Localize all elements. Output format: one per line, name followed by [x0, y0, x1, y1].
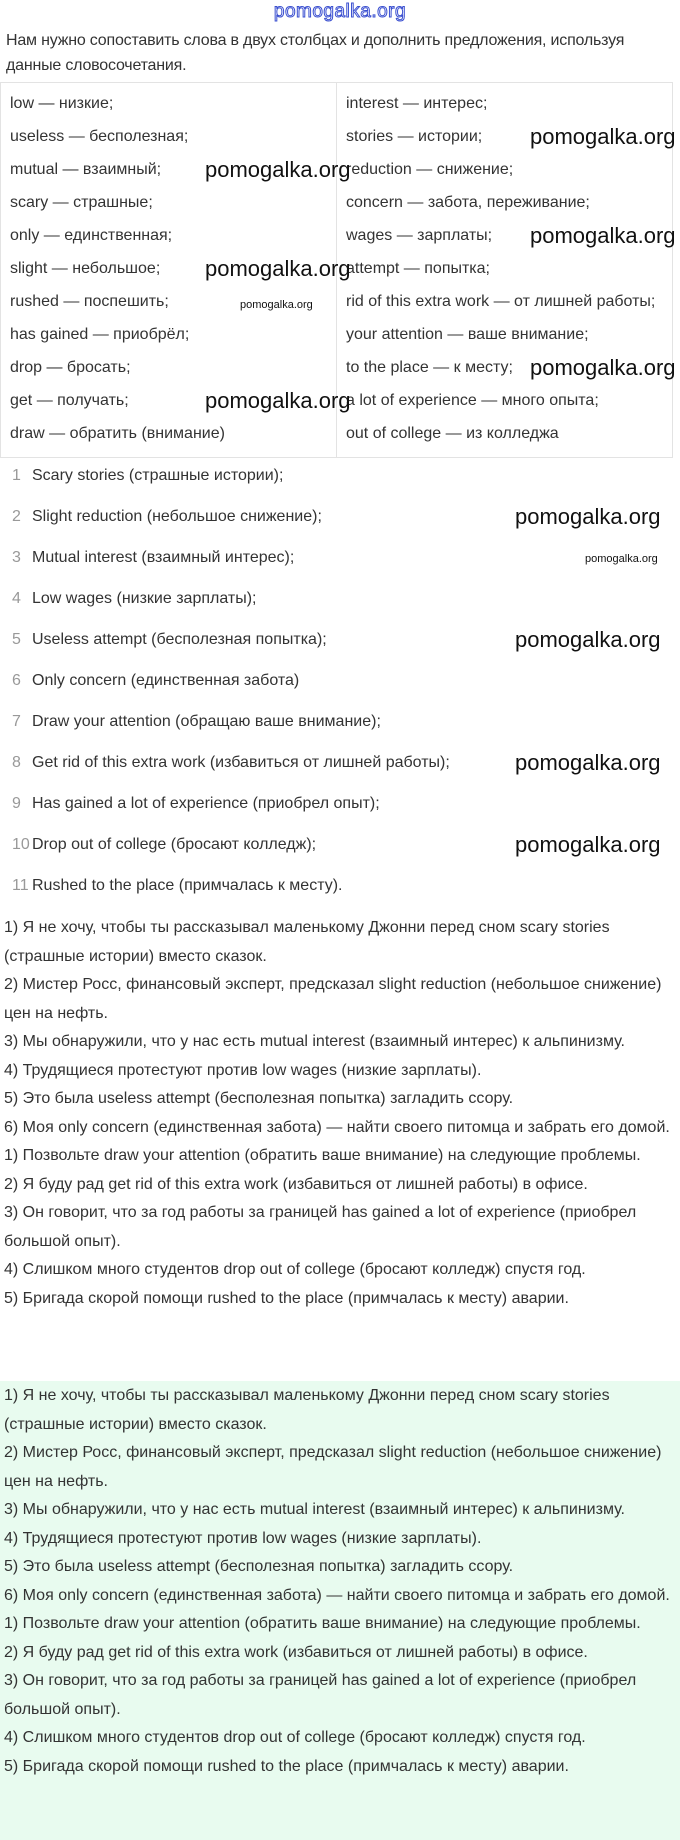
- sentence: 4) Слишком много студентов drop out of college (бросают колледж) спустя год.: [4, 1729, 586, 1746]
- list-item: [8, 585, 668, 626]
- table-cell: to the place — к месту;: [346, 359, 513, 376]
- table-cell: has gained — приобрёл;: [10, 326, 190, 343]
- table-cell: interest — интерес;: [346, 95, 488, 112]
- table-cell: your attention — ваше внимание;: [346, 326, 589, 343]
- item-number: 1: [12, 467, 21, 484]
- item-number: 4: [12, 590, 21, 607]
- watermark: pomogalka.org: [515, 750, 661, 775]
- sentence: 2) Я буду рад get rid of this extra work (избавиться от лишней работы) в офисе.: [4, 1643, 588, 1661]
- table-cell: get — получать;: [10, 392, 129, 409]
- watermark: pomogalka.org: [530, 355, 676, 380]
- item-text: Only concern (единственная забота): [32, 672, 300, 689]
- table-cell: wages — зарплаты;: [346, 227, 493, 244]
- item-number: 7: [12, 713, 21, 730]
- item-text: Useless attempt (бесполезная попытка);: [32, 631, 327, 648]
- sentence: 1) Позвольте draw your attention (обратить ваше внимание) на следующие проблемы.: [4, 1147, 641, 1164]
- sentence: 1) Я не хочу, чтобы ты рассказывал маленькому Джонни перед сном scary stories (страшные истории) вместо сказок.: [4, 1387, 610, 1433]
- intro-text: Нам нужно сопоставить слова в двух столбцах и дополнить предложения, используя данные словосочетания.: [6, 32, 625, 74]
- item-number: 6: [12, 672, 21, 689]
- item-number: 8: [12, 754, 21, 771]
- watermark: pomogalka.org: [240, 299, 313, 311]
- sentence: 6) Моя only concern (единственная забота) — найти своего питомца и забрать его домой.: [4, 1586, 670, 1604]
- item-number: 3: [12, 549, 21, 566]
- table-cell: only — единственная;: [10, 227, 173, 244]
- table-cell: out of college — из колледжа: [346, 425, 559, 442]
- item-number: 11: [12, 877, 29, 894]
- sentence: 3) Мы обнаружили, что у нас есть mutual interest (взаимный интерес) к альпинизму.: [4, 1033, 625, 1050]
- item-text: Get rid of this extra work (избавиться от лишней работы);: [32, 754, 450, 771]
- sentence: 5) Это была useless attempt (бесполезная попытка) загладить ссору.: [4, 1090, 514, 1107]
- table-cell: concern — забота, переживание;: [346, 194, 590, 211]
- sentence: 6) Моя only concern (единственная забота) — найти своего питомца и забрать его домой.: [4, 1118, 670, 1136]
- item-number: 9: [12, 795, 21, 812]
- watermark: pomogalka.org: [585, 553, 658, 565]
- sentence: 1) Позвольте draw your attention (обратить ваше внимание) на следующие проблемы.: [4, 1615, 641, 1632]
- watermark: pomogalka.org: [530, 223, 676, 248]
- table-cell: stories — истории;: [346, 128, 483, 145]
- sentence: 3) Он говорит, что за год работы за границей has gained a lot of experience (приобрел большой опыт).: [4, 1204, 637, 1250]
- table-cell: drop — бросать;: [10, 359, 131, 376]
- watermark: pomogalka.org: [515, 832, 661, 857]
- table-cell: mutual — взаимный;: [10, 161, 162, 178]
- table-cell: low — низкие;: [10, 95, 114, 112]
- table-cell: rushed — поспешить;: [10, 293, 169, 310]
- list-item: [8, 667, 668, 708]
- sentence: 3) Он говорит, что за год работы за границей has gained a lot of experience (приобрел большой опыт).: [4, 1672, 637, 1718]
- sentence: 2) Мистер Росс, финансовый эксперт, предсказал slight reduction (небольшое снижение) цен на нефть.: [4, 976, 662, 1022]
- table-cell: attempt — попытка;: [346, 260, 490, 277]
- sentence: 5) Это была useless attempt (бесполезная попытка) загладить ссору.: [4, 1558, 514, 1575]
- item-text: Drop out of college (бросают колледж);: [32, 836, 317, 853]
- item-text: Low wages (низкие зарплаты);: [32, 590, 257, 607]
- sentences-block: [0, 914, 680, 1313]
- watermark: pomogalka.org: [205, 157, 351, 182]
- table-cell: reduction — снижение;: [346, 161, 514, 178]
- answer-sentences-block: [0, 1382, 680, 1781]
- table-cell: slight — небольшое;: [10, 260, 161, 277]
- site-logo: pomogalka.org: [273, 1, 407, 22]
- sentence: 5) Бригада скорой помощи rushed to the place (примчалась к месту) аварии.: [4, 1757, 569, 1775]
- sentence: 1) Я не хочу, чтобы ты рассказывал маленькому Джонни перед сном scary stories (страшные истории) вместо сказок.: [4, 919, 610, 965]
- item-text: Has gained a lot of experience (приобрел опыт);: [32, 795, 380, 812]
- sentence: 3) Мы обнаружили, что у нас есть mutual interest (взаимный интерес) к альпинизму.: [4, 1501, 625, 1518]
- sentence: 2) Мистер Росс, финансовый эксперт, предсказал slight reduction (небольшое снижение) цен на нефть.: [4, 1444, 662, 1490]
- list-item: [8, 790, 668, 831]
- item-text: Scary stories (страшные истории);: [32, 467, 284, 484]
- item-text: Draw your attention (обращаю ваше внимание);: [32, 713, 381, 730]
- table-cell: useless — бесполезная;: [10, 128, 189, 145]
- table-cell: rid of this extra work — от лишней работы;: [346, 293, 656, 310]
- item-number: 5: [12, 631, 21, 648]
- table-cell: a lot of experience — много опыта;: [346, 392, 599, 409]
- sentence: 5) Бригада скорой помощи rushed to the place (примчалась к месту) аварии.: [4, 1289, 569, 1307]
- sentence: 4) Слишком много студентов drop out of college (бросают колледж) спустя год.: [4, 1261, 586, 1278]
- list-item: [8, 462, 668, 503]
- sentence: 4) Трудящиеся протестуют против low wages (низкие зарплаты).: [4, 1061, 482, 1079]
- table-cell: scary — страшные;: [10, 194, 153, 211]
- watermark: pomogalka.org: [515, 627, 661, 652]
- item-text: Slight reduction (небольшое снижение);: [32, 508, 322, 525]
- watermark: pomogalka.org: [205, 256, 351, 281]
- watermark: pomogalka.org: [515, 504, 661, 529]
- list-item: [8, 708, 668, 749]
- list-item: [8, 544, 668, 585]
- item-text: Rushed to the place (примчалась к месту).: [32, 877, 343, 894]
- item-number: 2: [12, 508, 21, 525]
- item-text: Mutual interest (взаимный интерес);: [32, 549, 295, 566]
- sentence: 4) Трудящиеся протестуют против low wages (низкие зарплаты).: [4, 1529, 482, 1547]
- watermark: pomogalka.org: [205, 388, 351, 413]
- table-cell: draw — обратить (внимание): [10, 425, 225, 442]
- sentence: 2) Я буду рад get rid of this extra work (избавиться от лишней работы) в офисе.: [4, 1175, 588, 1193]
- watermark: pomogalka.org: [530, 124, 676, 149]
- item-number: 10: [12, 836, 30, 853]
- list-item: [8, 872, 668, 913]
